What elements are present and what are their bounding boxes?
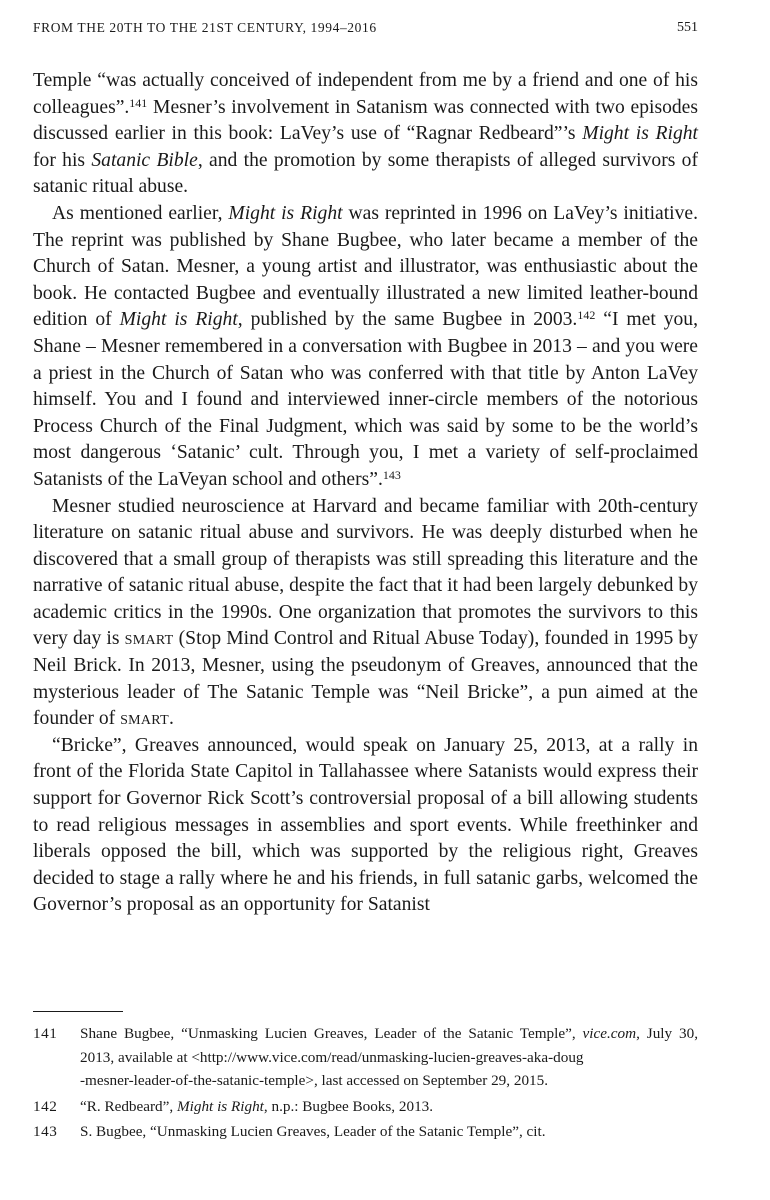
text-run: , published by the same Bugbee in 2003.	[237, 309, 578, 331]
page-number: 551	[677, 20, 698, 35]
small-caps-text: smart	[120, 708, 169, 730]
footnote-line	[80, 1069, 698, 1093]
text-run: -mesner-leader-of-the-satanic-temple>, last accessed on September 29, 2015.	[80, 1072, 549, 1089]
text-run: , n.p.: Bugbee Books, 2013.	[263, 1097, 434, 1115]
paragraph	[33, 201, 698, 494]
running-header	[33, 20, 698, 42]
footnote-line	[80, 1120, 698, 1144]
text-run: for his	[33, 149, 92, 171]
footnote-number: 141	[33, 1025, 58, 1042]
italic-text: Satanic Bible	[91, 149, 198, 171]
text-run: S. Bugbee, “Unmasking Lucien Greaves, Leader of the Satanic Temple”, cit.	[80, 1123, 546, 1140]
footnote	[33, 1120, 698, 1144]
text-run: (Stop Mind Control and Ritual Abuse Today), founded in 1995 by Neil Brick. In 2013, Mesner, using the pseudonym of Greaves, announced that the mysterious leader of The Satanic Temple was “Neil Bricke”, a pun aimed at the founder of	[33, 628, 699, 730]
footnote-reference: 141	[129, 95, 148, 110]
footnote-reference: 143	[382, 467, 401, 482]
footnote-separator	[33, 1011, 123, 1012]
text-run: Mesner’s involvement in Satanism was connected with two episodes discussed earlier in this book: LaVey’s use of “Ragnar Redbeard”’s	[33, 96, 698, 145]
paragraph	[33, 68, 698, 201]
footnote	[33, 1022, 698, 1093]
main-text	[33, 68, 698, 919]
footnote-reference: 142	[577, 308, 596, 323]
footnotes	[33, 1022, 698, 1146]
small-caps-text: smart	[124, 628, 174, 650]
italic-text: Might is Right	[177, 1097, 264, 1115]
text-run: Mesner studied neuroscience at Harvard and became familiar with 20th-century literature on satanic ritual abuse and survivors. He was deeply disturbed when he discovered that a small group of therapists was still spreading this literature and the narrative of satanic ritual abuse, despite the fact that it had been largely debunked by academic critics in the 1990s. One organization that promotes the survivors to this very day is	[33, 495, 698, 650]
text-run: Temple “was actually conceived of independent from me by a friend and one of his colleagues”.	[33, 70, 698, 118]
footnote-number: 142	[33, 1097, 58, 1115]
footnote	[33, 1095, 698, 1119]
italic-text: Might is Right	[119, 309, 238, 331]
paragraph	[33, 733, 698, 919]
text-run: , and the promotion by some therapists of alleged survivors of satanic ritual abuse.	[33, 149, 698, 198]
text-run: “I met you, Shane – Mesner remembered in a conversation with Bugbee in 2013 – and you were a priest in the Church of Satan who was conferred with that title by Anton LaVey himself. You and I found and interviewed inner-circle members of the notorious Process Church of the Final Judgment, which was said by some to be the world’s most dangerous ‘Satanic’ cult. Through you, I met a variety of self-proclaimed Satanists of the LaVeyan school and others”.	[33, 309, 698, 490]
text-run: was reprinted in 1996 on LaVey’s initiative. The reprint was published by Shane Bugbee, who later became a member of the Church of Satan. Mesner, a young artist and illustrator, was enthusiastic about the book. He contacted Bugbee and eventually illustrated a new limited leather-bound edition of	[33, 202, 698, 331]
running-head-title: FROM THE 20TH TO THE 21ST CENTURY, 1994–2016	[33, 20, 377, 35]
paragraph	[33, 494, 698, 733]
text-run: “R. Redbeard”,	[80, 1097, 177, 1115]
italic-text: Might is Right	[582, 123, 699, 145]
text-run: .	[168, 708, 174, 730]
text-run: “Bricke”, Greaves announced, would speak on January 25, 2013, at a rally in front of the Florida State Capitol in Tallahassee where Satanists would express their support for Governor Rick Scott’s controversial proposal of a bill allowing students to read religious messages in assemblies and sport events. While freethinker and liberals opposed the bill, which was supported by the religious right, Greaves decided to stage a rally where he and his friends, in full satanic garbs, welcomed the Governor’s proposal as an opportunity for Satanist	[33, 734, 698, 916]
italic-text: vice.com	[582, 1025, 637, 1042]
footnote-line	[80, 1022, 698, 1069]
text-run: Shane Bugbee, “Unmasking Lucien Greaves, Leader of the Satanic Temple”,	[80, 1025, 583, 1042]
footnote-line	[80, 1095, 698, 1119]
footnote-number: 143	[33, 1123, 58, 1140]
italic-text: Might is Right	[228, 202, 343, 224]
text-run: As mentioned earlier,	[52, 202, 229, 224]
text-run: , July 30, 2013, available at <http://www.vice.com/read/unmasking-lucien-greaves-aka-doug	[80, 1025, 698, 1066]
